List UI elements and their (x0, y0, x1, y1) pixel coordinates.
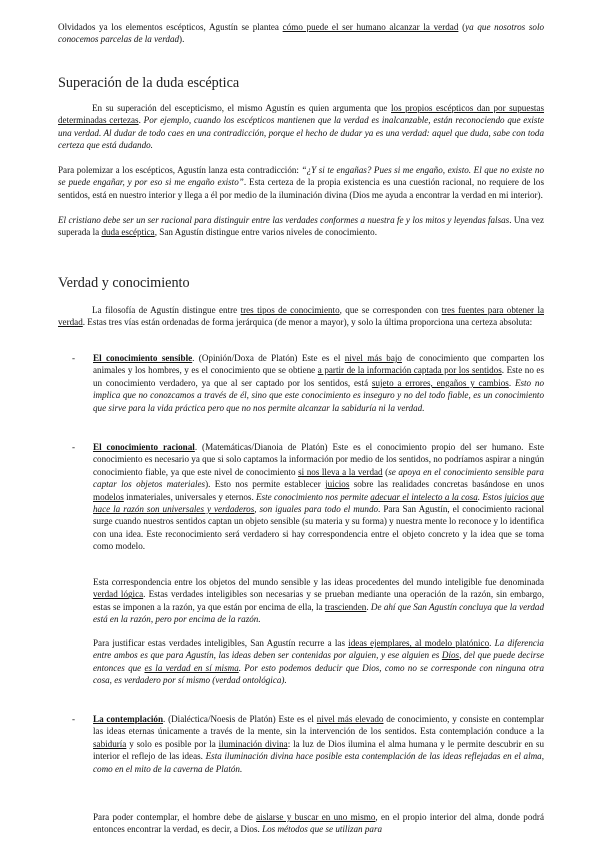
list-item-racional-verdad-logica: Esta correspondencia entre los objetos del mundo sensible y las ideas procedentes del mundo inteligible fue denominada verdad lógica. Estas verdades inteligibles son necesarias y se prueban mediante una operación de la razón, sin embargo, estas se imponen a la razón, ya que están por encima de ella, la trascienden. De ahí que San Agustín concluya que la verdad está en la razón, pero por encima de la razón. (93, 577, 545, 625)
section-heading-duda: Superación de la duda escéptica (58, 75, 240, 91)
list-item-sensible: El conocimiento sensible. (Opinión/Doxa de Platón) Este es el nivel más bajo de conocimiento que comparten los animales y los hombres, y es el conocimiento que se obtiene a partir de la información captada por los sentidos. Este no es un conocimiento verdadero, ya que al ser captado por los sentidos, está sujeto a errores, engaños y cambios. Esto no implica que no conozcamos a través de él, sino que este conocimiento es inseguro y no del todo fiable, es un conocimiento que sirve para la vida práctica pero que no nos permite alcanzar la sabiduría ni la verdad. (93, 353, 545, 413)
list-item-racional: El conocimiento racional. (Matemáticas/Dianoia de Platón) Este es el conocimiento propio del ser humano. Este conocimiento es necesario ya que si solo captamos la información por medio de los sentidos, no podríamos aspirar a ningún conocimiento fiable, ya que este nivel de conocimiento si nos lleva a la verdad (se apoya en el conocimiento sensible para captar los objetos materiales). Esto nos permite establecer juicios sobre las realidades concretas basándose en unos modelos inmateriales, universales y eternos. Este conocimiento nos permite adecuar el intelecto a la cosa. Estos juicios que hace la razón son universales y verdaderos, son iguales para todo el mundo. Para San Agustín, el conocimiento racional surge cuando nuestros sentidos captan un objeto sensible (su materia y su forma) y nuestra mente lo reconoce y lo identifica con una idea. Este reconocimiento será verdadero si hay correspondencia entre el objeto concreto y la idea que se toma como modelo. (93, 442, 545, 552)
paragraph-contradiccion: Para polemizar a los escépticos, Agustín lanza esta contradicción: “¿Y si te engañas? Pues si me engaño, existo. El que no existe no se puede engañar, y por eso si me engaño existo”. Esta certeza de la propia existencia es una cuestión racional, no requiere de los sentidos, está en nuestro interior y llega a él por medio de la iluminación divina (Dios me ayuda a encontrar la verdad en mi interior). (58, 165, 544, 200)
list-dash: - (72, 353, 76, 363)
paragraph-cristiano: El cristiano debe ser un ser racional para distinguir entre las verdades conformes a nuestra fe y los mitos y leyendas falsas. Una vez superada la duda escéptica, San Agustín distingue entre varios niveles de conocimiento. (58, 215, 545, 238)
list-item-racional-ideas-ejemplares: Para justificar estas verdades inteligibles, San Agustín recurre a las ideas ejemplares, al modelo platónico. La diferencia entre ambos es que para Agustín, las ideas deben ser contenidas por alguien, y ese alguien es Dios, del que puede decirse entonces que es la verdad en sí misma. Por esto podemos deducir que Dios, como no se corresponde con ninguna otra cosa, es verdadero por sí mismo (verdad ontológica). (93, 638, 544, 686)
paragraph-superacion: En su superación del escepticismo, el mismo Agustín es quien argumenta que los propios escépticos dan por supuestas determinadas certezas. Por ejemplo, cuando los escépticos mantienen que la verdad es inalcanzable, están reconociendo que existe una verdad. Al dudar de todo caes en una contradicción, porque el hecho de dudar ya es una verdad: aquel que duda, sabe con toda certeza que está dudando. (58, 103, 545, 151)
intro-paragraph: Olvidados ya los elementos escépticos, Agustín se plantea cómo puede el ser humano alcanzar la verdad (ya que nosotros solo conocemos parcelas de la verdad). (58, 22, 545, 45)
list-item-contemplacion: La contemplación. (Dialéctica/Noesis de Platón) Este es el nivel más elevado de conocimiento, y consiste en contemplar las ideas eternas únicamente a través de la mente, sin la intervención de los sentidos. Esta contemplación conduce a la sabiduría y solo es posible por la iluminación divina: la luz de Dios ilumina el alma humana y le permite descubrir en su interior el reflejo de las ideas. Esta iluminación divina hace posible esta contemplación de las ideas reflejadas en el alma, como en el mito de la caverna de Platón. (93, 714, 545, 774)
section-heading-verdad: Verdad y conocimiento (58, 275, 190, 291)
paragraph-tipos-conocimiento: La filosofía de Agustín distingue entre tres tipos de conocimiento, que se corresponden con tres fuentes para obtener la verdad. Estas tres vías están ordenadas de forma jerárquica (de menor a mayor), y solo la última proporciona una certeza absoluta: (58, 305, 545, 328)
list-item-contemplacion-aislarse: Para poder contemplar, el hombre debe de aislarse y buscar en uno mismo, en el propio interior del alma, donde podrá entonces encontrar la verdad, es decir, a Dios. Los métodos que se utilizan para (93, 812, 544, 835)
list-dash: - (72, 442, 76, 452)
list-dash: - (72, 714, 76, 724)
